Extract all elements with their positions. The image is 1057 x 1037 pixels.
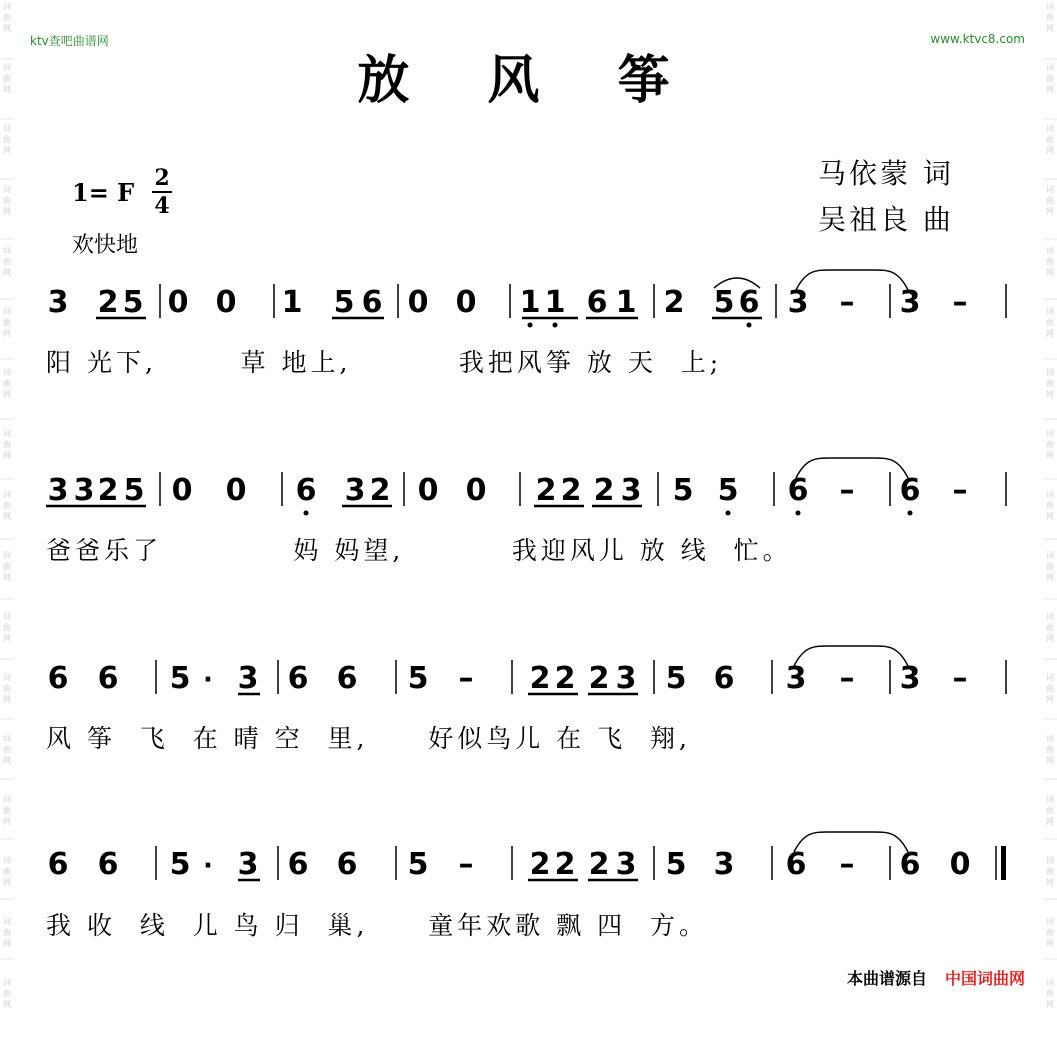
note: 6 xyxy=(586,285,608,320)
notation-row-3 xyxy=(0,644,1057,724)
side-watermark-glyph: 曲 xyxy=(1046,684,1054,693)
side-watermark-glyph: 网 xyxy=(1046,390,1054,399)
octave-dot xyxy=(747,323,752,328)
note: 3 xyxy=(615,661,637,696)
note: 6 xyxy=(97,661,119,696)
note: 0 xyxy=(949,847,971,882)
dash-mark: – xyxy=(839,473,855,508)
side-watermark-glyph: 曲 xyxy=(3,135,11,144)
note: 3 xyxy=(73,473,95,508)
side-watermark-glyph: 词 xyxy=(1046,124,1054,133)
side-watermark-glyph: 曲 xyxy=(1046,196,1054,205)
note: 6 xyxy=(899,473,921,508)
note: 3 xyxy=(620,473,642,508)
side-watermark-glyph: 词 xyxy=(1046,2,1054,11)
note: 0 xyxy=(171,473,193,508)
note: 1 xyxy=(544,285,566,320)
note: 2 xyxy=(554,661,576,696)
side-watermark-glyph: 曲 xyxy=(3,501,11,510)
lyricist-credit: 马依蒙 词 xyxy=(818,157,954,190)
side-watermark-glyph: 曲 xyxy=(3,196,11,205)
tempo-marking: 欢快地 xyxy=(72,233,139,258)
side-watermark-glyph: 曲 xyxy=(3,13,11,22)
side-watermark-glyph: 曲 xyxy=(3,928,11,937)
side-watermark-glyph: 网 xyxy=(1046,695,1054,704)
watermark-left[interactable]: ktv查吧曲谱网 xyxy=(30,34,109,48)
side-watermark-glyph: 网 xyxy=(3,1000,11,1009)
side-watermark-glyph: 词 xyxy=(1046,429,1054,438)
dash-mark: – xyxy=(839,661,855,696)
note: 3 xyxy=(899,661,921,696)
note: 0 xyxy=(417,473,439,508)
side-watermark-glyph: 网 xyxy=(3,24,11,33)
note: 6 xyxy=(787,473,809,508)
side-watermark-glyph: 网 xyxy=(3,268,11,277)
note: 5 xyxy=(713,285,735,320)
octave-dot xyxy=(553,323,558,328)
side-watermark-glyph: 曲 xyxy=(1046,989,1054,998)
side-watermark-glyph: 网 xyxy=(1046,1000,1054,1009)
note: 0 xyxy=(225,473,247,508)
side-watermark-glyph: 词 xyxy=(1046,734,1054,743)
side-watermark-glyph: 曲 xyxy=(1046,928,1054,937)
side-watermark-glyph: 网 xyxy=(1046,268,1054,277)
note: 5 xyxy=(407,661,429,696)
side-watermark-glyph: 词 xyxy=(1046,978,1054,987)
side-watermark-glyph: 词 xyxy=(3,368,11,377)
side-watermark-glyph: 词 xyxy=(1046,917,1054,926)
side-watermark-glyph: 词 xyxy=(3,307,11,316)
note: 2 xyxy=(593,473,615,508)
side-watermark-glyph: 词 xyxy=(3,551,11,560)
note: 6 xyxy=(361,285,383,320)
note: 6 xyxy=(97,847,119,882)
time-signature-bottom: 4 xyxy=(154,193,170,219)
side-watermark-glyph: 词 xyxy=(3,63,11,72)
side-watermark-glyph: 词 xyxy=(3,246,11,255)
side-watermark-glyph: 曲 xyxy=(1046,501,1054,510)
side-watermark-gap xyxy=(0,767,14,793)
note: 2 xyxy=(97,285,119,320)
side-watermark-glyph: 网 xyxy=(1046,146,1054,155)
side-watermark-glyph: 网 xyxy=(3,451,11,460)
side-watermark-glyph: 词 xyxy=(3,673,11,682)
note: 0 xyxy=(215,285,237,320)
side-watermark-glyph: 曲 xyxy=(3,562,11,571)
side-watermark-glyph: 曲 xyxy=(3,867,11,876)
side-watermark-gap xyxy=(0,157,14,183)
side-watermark-glyph: 曲 xyxy=(3,318,11,327)
side-watermark-glyph: 曲 xyxy=(1046,867,1054,876)
notation-row-2 xyxy=(0,456,1057,536)
side-watermark-glyph: 词 xyxy=(1046,185,1054,194)
side-watermark-glyph: 词 xyxy=(3,734,11,743)
time-signature xyxy=(152,166,172,218)
side-watermark-glyph: 词 xyxy=(1046,490,1054,499)
note: 3 xyxy=(899,285,921,320)
note: 6 xyxy=(295,473,317,508)
note: 2 xyxy=(560,473,582,508)
side-watermark-glyph: 曲 xyxy=(1046,562,1054,571)
note: 0 xyxy=(465,473,487,508)
side-watermark-glyph: 曲 xyxy=(3,623,11,632)
note: 6 xyxy=(336,661,358,696)
side-watermark-glyph: 词 xyxy=(1046,368,1054,377)
side-watermark-glyph: 曲 xyxy=(3,806,11,815)
side-watermark-gap xyxy=(0,401,14,427)
side-watermark-glyph: 词 xyxy=(3,917,11,926)
note: 1 xyxy=(615,285,637,320)
note: 5 xyxy=(169,847,191,882)
side-watermark-glyph: 曲 xyxy=(3,745,11,754)
side-watermark-glyph: 网 xyxy=(1046,451,1054,460)
note: 2 xyxy=(554,847,576,882)
note: 3 xyxy=(47,473,69,508)
side-watermark-glyph: 网 xyxy=(3,695,11,704)
side-watermark-glyph: 网 xyxy=(1046,512,1054,521)
side-watermark-glyph: 网 xyxy=(3,329,11,338)
note: 2 xyxy=(369,473,391,508)
side-watermark-glyph: 曲 xyxy=(1046,257,1054,266)
side-watermark-glyph: 网 xyxy=(1046,939,1054,948)
octave-dot xyxy=(908,511,913,516)
dash-mark: – xyxy=(952,285,968,320)
note: 3 xyxy=(47,285,69,320)
side-watermark-glyph: 词 xyxy=(1046,795,1054,804)
side-watermark-glyph: 网 xyxy=(1046,817,1054,826)
side-watermark-glyph: 词 xyxy=(3,795,11,804)
source-label: 本曲谱源自 xyxy=(846,969,927,988)
note: 2 xyxy=(588,661,610,696)
note: 3 xyxy=(615,847,637,882)
side-watermark-glyph: 网 xyxy=(3,390,11,399)
note: 6 xyxy=(47,661,69,696)
dash-mark: – xyxy=(952,661,968,696)
side-watermark-glyph: 曲 xyxy=(3,440,11,449)
side-watermark-gap xyxy=(1043,218,1057,244)
side-watermark-glyph: 网 xyxy=(3,512,11,521)
note: 2 xyxy=(535,473,557,508)
dash-mark: – xyxy=(839,285,855,320)
side-watermark-glyph: 曲 xyxy=(3,989,11,998)
note: 0 xyxy=(455,285,477,320)
side-watermark-glyph: 网 xyxy=(3,939,11,948)
dot-mark: · xyxy=(203,851,213,881)
side-watermark-glyph: 曲 xyxy=(1046,74,1054,83)
note: 5 xyxy=(407,847,429,882)
dash-mark: – xyxy=(839,847,855,882)
side-watermark-glyph: 词 xyxy=(1046,673,1054,682)
note: 5 xyxy=(665,661,687,696)
note: 6 xyxy=(713,661,735,696)
side-watermark-glyph: 曲 xyxy=(3,74,11,83)
side-watermark-glyph: 网 xyxy=(3,756,11,765)
octave-dot xyxy=(726,511,731,516)
side-watermark-glyph: 词 xyxy=(3,978,11,987)
side-watermark-glyph: 网 xyxy=(3,85,11,94)
composer-credit: 吴祖良 曲 xyxy=(818,203,954,236)
dash-mark: – xyxy=(458,661,474,696)
side-watermark-gap xyxy=(1043,950,1057,976)
side-watermark-glyph: 曲 xyxy=(1046,806,1054,815)
lyrics-row-2: 爸爸乐了 妈 妈望, 我迎风儿 放 线 忙。 xyxy=(46,536,792,565)
note: 5 xyxy=(123,473,145,508)
side-watermark-glyph: 曲 xyxy=(1046,623,1054,632)
side-watermark-gap xyxy=(1043,401,1057,427)
source-credit xyxy=(847,966,1025,989)
side-watermark-glyph: 词 xyxy=(3,2,11,11)
side-watermark-glyph: 网 xyxy=(1046,573,1054,582)
octave-dot xyxy=(528,323,533,328)
side-watermark-gap xyxy=(0,218,14,244)
note: 0 xyxy=(167,285,189,320)
note: 1 xyxy=(281,285,303,320)
side-watermark-glyph: 网 xyxy=(3,146,11,155)
side-watermark-glyph: 网 xyxy=(1046,756,1054,765)
side-watermark-glyph: 网 xyxy=(1046,329,1054,338)
note: 2 xyxy=(97,473,119,508)
side-watermark-glyph: 网 xyxy=(3,634,11,643)
side-watermark-glyph: 网 xyxy=(3,207,11,216)
note: 5 xyxy=(169,661,191,696)
side-watermark-glyph: 词 xyxy=(3,185,11,194)
dot-mark: · xyxy=(203,665,213,695)
side-watermark-glyph: 曲 xyxy=(1046,13,1054,22)
note: 3 xyxy=(237,847,259,882)
note: 3 xyxy=(344,473,366,508)
side-watermark-glyph: 曲 xyxy=(3,379,11,388)
side-watermark-glyph: 词 xyxy=(1046,612,1054,621)
note: 6 xyxy=(47,847,69,882)
note: 5 xyxy=(665,847,687,882)
side-watermark-glyph: 网 xyxy=(1046,207,1054,216)
note: 5 xyxy=(717,473,739,508)
lyrics-row-4: 我 收 线 儿 鸟 归 巢, 童年欢歌 飘 四 方。 xyxy=(46,911,708,940)
note: 3 xyxy=(787,285,809,320)
note: 2 xyxy=(663,285,685,320)
side-watermark-gap xyxy=(1043,584,1057,610)
side-watermark-glyph: 网 xyxy=(1046,85,1054,94)
note: 5 xyxy=(672,473,694,508)
note: 5 xyxy=(122,285,144,320)
lyrics-row-1: 阳 光下, 草 地上, 我把风筝 放 天 上; xyxy=(46,348,723,377)
time-signature-top: 2 xyxy=(154,165,170,191)
note: 3 xyxy=(237,661,259,696)
side-watermark-glyph: 词 xyxy=(1046,246,1054,255)
side-watermark-gap xyxy=(1043,157,1057,183)
side-watermark-glyph: 词 xyxy=(1046,63,1054,72)
note: 6 xyxy=(287,661,309,696)
side-watermark-glyph: 词 xyxy=(3,490,11,499)
octave-dot xyxy=(796,511,801,516)
note: 6 xyxy=(287,847,309,882)
side-watermark-glyph: 网 xyxy=(1046,634,1054,643)
side-watermark-glyph: 曲 xyxy=(1046,135,1054,144)
note: 6 xyxy=(785,847,807,882)
source-brand[interactable]: 中国词曲网 xyxy=(944,969,1025,988)
side-watermark-glyph: 词 xyxy=(3,856,11,865)
side-watermark-glyph: 词 xyxy=(3,429,11,438)
note: 6 xyxy=(899,847,921,882)
note: 6 xyxy=(738,285,760,320)
side-watermark-glyph: 网 xyxy=(3,573,11,582)
side-watermark-gap xyxy=(0,950,14,976)
side-watermark-glyph: 曲 xyxy=(1046,745,1054,754)
dash-mark: – xyxy=(952,473,968,508)
side-watermark-glyph: 曲 xyxy=(1046,379,1054,388)
side-watermark-glyph: 网 xyxy=(1046,24,1054,33)
octave-dot xyxy=(304,511,309,516)
side-watermark-glyph: 曲 xyxy=(1046,440,1054,449)
note: 2 xyxy=(529,661,551,696)
note: 3 xyxy=(713,847,735,882)
side-watermark-glyph: 曲 xyxy=(1046,318,1054,327)
side-watermark-glyph: 词 xyxy=(1046,856,1054,865)
note: 2 xyxy=(588,847,610,882)
watermark-right[interactable]: www.ktvc8.com xyxy=(930,32,1025,46)
side-watermark-glyph: 曲 xyxy=(3,684,11,693)
side-watermark-glyph: 网 xyxy=(3,817,11,826)
notation-row-4 xyxy=(0,830,1057,910)
note: 3 xyxy=(785,661,807,696)
notation-row-1 xyxy=(0,268,1057,348)
side-watermark-gap xyxy=(1043,767,1057,793)
lyrics-row-3: 风 筝 飞 在 晴 空 里, 好似鸟儿 在 飞 翔, xyxy=(46,724,691,753)
side-watermark-glyph: 曲 xyxy=(3,257,11,266)
side-watermark-glyph: 网 xyxy=(3,878,11,887)
side-watermark-glyph: 词 xyxy=(1046,307,1054,316)
note: 2 xyxy=(529,847,551,882)
key-signature: 1= F xyxy=(72,178,135,207)
side-watermark-gap xyxy=(0,584,14,610)
note: 6 xyxy=(336,847,358,882)
side-watermark-glyph: 网 xyxy=(1046,878,1054,887)
note: 5 xyxy=(333,285,355,320)
note: 1 xyxy=(519,285,541,320)
song-title: 放 风 筝 xyxy=(357,50,700,111)
side-watermark-glyph: 词 xyxy=(3,612,11,621)
end-barline-thick xyxy=(1001,846,1006,880)
side-watermark-glyph: 词 xyxy=(3,124,11,133)
side-watermark-glyph: 词 xyxy=(1046,551,1054,560)
note: 0 xyxy=(407,285,429,320)
dash-mark: – xyxy=(458,847,474,882)
